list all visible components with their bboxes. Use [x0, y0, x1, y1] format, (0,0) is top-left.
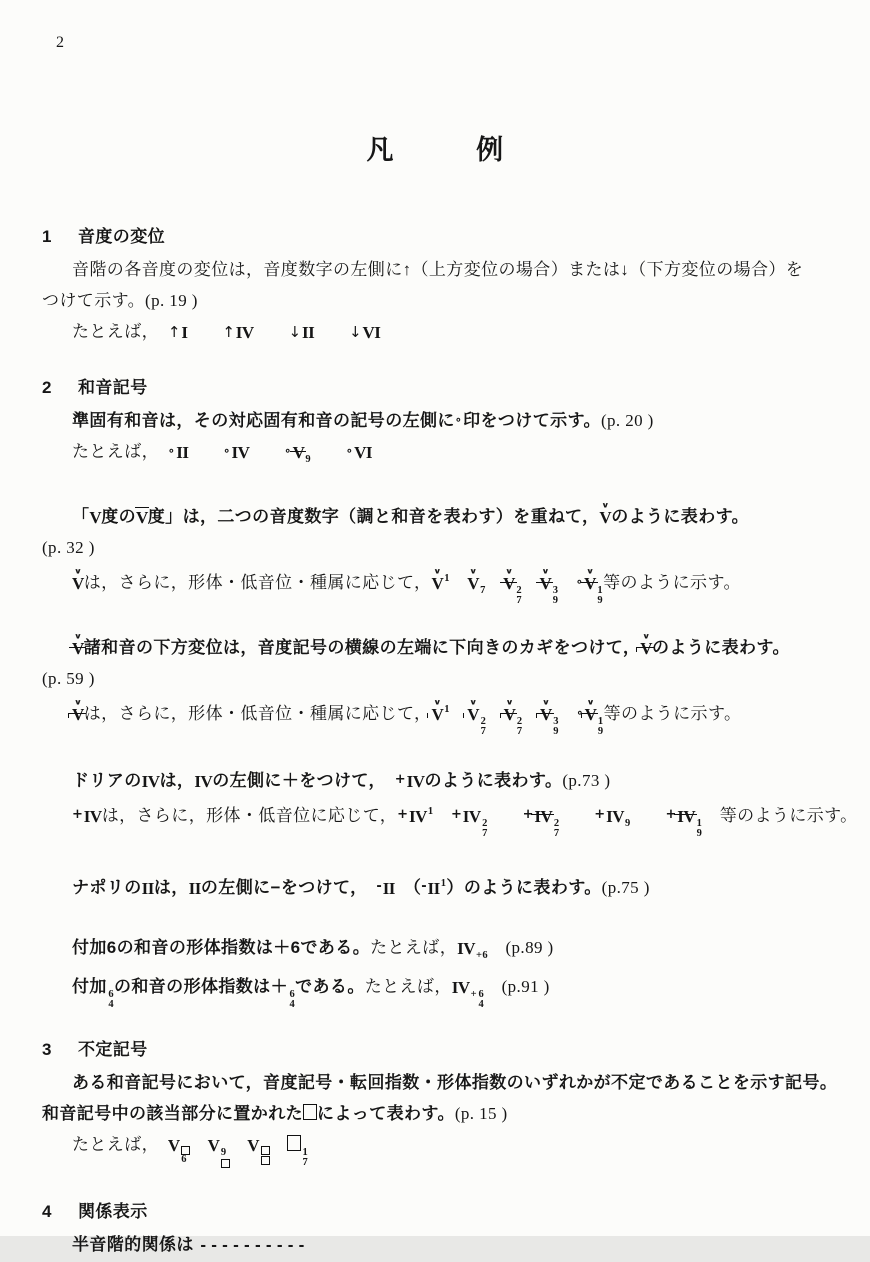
stack-item: 7	[553, 827, 560, 839]
text-run	[190, 1135, 207, 1154]
sign-prefix: +	[522, 806, 534, 822]
paragraph	[42, 1229, 834, 1262]
text-run: (p.73 )	[562, 770, 611, 790]
stack-item: 9	[597, 595, 604, 606]
degree-numeral: II	[382, 878, 395, 898]
text-run	[311, 442, 346, 461]
text-run	[450, 704, 467, 723]
chord-symbol	[640, 632, 652, 663]
text-run: は，さらに，形体・低音位に応じて，	[101, 805, 398, 825]
stack-item: 7	[516, 726, 523, 738]
paragraph	[42, 405, 834, 475]
inversion-index: 1	[444, 573, 450, 584]
text-run: つけて示す。(p. 19 )	[42, 291, 198, 310]
sign-prefix: -	[421, 878, 428, 894]
text-run: たとえば，	[72, 442, 168, 461]
small-v-overlay-icon: ∨	[541, 698, 550, 707]
degree-numeral: II	[188, 878, 201, 898]
degree-numeral: V ∨	[431, 567, 444, 593]
text-run	[254, 322, 289, 341]
degree-numeral: V ∨	[585, 706, 597, 723]
chord-symbol	[599, 501, 611, 532]
stack-item: 2	[553, 817, 560, 829]
chord-symbol	[665, 799, 702, 839]
undetermined-box-icon	[221, 1159, 230, 1168]
small-v-overlay-icon: ∨	[73, 632, 82, 641]
stack-item	[221, 1158, 230, 1168]
degree-numeral: IV	[231, 443, 250, 462]
degree-numeral: V ∨	[431, 706, 443, 723]
undetermined-box-icon	[303, 1104, 317, 1120]
degree-numeral: V	[207, 1136, 220, 1155]
chord-symbol	[72, 698, 84, 729]
text-run: 等のように示す。	[702, 805, 858, 825]
text-run: 「	[72, 507, 90, 526]
chord-symbol	[168, 436, 189, 467]
chord-symbol	[376, 871, 395, 903]
chord-symbol	[303, 1098, 317, 1129]
small-v-overlay-icon: ∨	[585, 567, 595, 576]
chord-symbol	[168, 316, 188, 348]
chord-symbol	[247, 1129, 269, 1166]
section	[42, 222, 834, 348]
chord-symbol	[397, 796, 433, 831]
degree-numeral: V ∨	[504, 706, 516, 723]
text-run: （	[394, 877, 422, 897]
text-run: 印をつけて示す。	[463, 411, 601, 430]
section-title: 音度の変位	[78, 227, 165, 246]
section-heading	[42, 373, 834, 398]
small-v-overlay-icon: ∨	[601, 501, 610, 510]
quasi-proper-circle-icon: ∘	[223, 445, 231, 457]
degree-numeral: IV	[235, 323, 254, 342]
stack-item: 2	[482, 817, 488, 829]
degree-numeral: V ∨	[72, 706, 84, 723]
text-run: のように表わす。	[652, 638, 790, 658]
sign-prefix: +	[450, 806, 463, 822]
degree-numeral: V ∨	[599, 501, 612, 527]
degree-numeral: IV	[194, 771, 213, 791]
chord-symbol	[208, 1129, 230, 1168]
section	[42, 1035, 838, 1168]
inversion-index: 1	[427, 805, 434, 817]
degree-numeral: V	[247, 1136, 260, 1155]
stack-item: 9	[597, 726, 604, 738]
degree-numeral: V ∨	[72, 632, 84, 659]
quasi-proper-circle-icon: ∘	[454, 414, 463, 426]
quasi-proper-circle-icon: ∘	[284, 445, 292, 457]
stack-item: 1	[696, 817, 703, 829]
figure-stack	[221, 1148, 230, 1168]
text-run	[631, 806, 666, 825]
chord-symbol	[576, 567, 603, 606]
form-index: 7	[480, 585, 486, 596]
degree-numeral: IV	[451, 977, 470, 997]
degree-numeral: IV	[406, 771, 425, 791]
degree-numeral: IV	[83, 806, 102, 826]
sign-prefix: +	[72, 806, 84, 822]
form-index: 9	[624, 817, 631, 829]
small-v-overlay-icon: ∨	[469, 567, 478, 576]
text-run: たとえば，	[370, 937, 458, 957]
section-title: 不定記号	[78, 1040, 148, 1059]
chord-symbol	[223, 436, 249, 467]
chord-symbol	[168, 1129, 190, 1166]
stack-item: 1	[597, 716, 604, 728]
text-run: (p.89 )	[488, 937, 554, 957]
degree-numeral: V ∨	[503, 567, 515, 593]
down-hook-icon	[536, 713, 537, 718]
text-run: ドリアの	[72, 770, 142, 790]
degree-numeral: IV	[677, 806, 696, 826]
paragraph	[42, 254, 834, 348]
text-line	[72, 632, 834, 663]
text-run	[559, 704, 576, 723]
text-run	[314, 322, 349, 341]
text-run: の左側に−をつけて，	[200, 877, 377, 897]
text-line	[72, 501, 834, 532]
text-run: (p. 59 )	[42, 669, 95, 689]
sign-prefix: +	[394, 771, 407, 787]
small-v-overlay-icon: ∨	[541, 567, 550, 576]
text-run	[434, 806, 451, 825]
small-v-overlay-icon: ∨	[469, 698, 478, 707]
chord-symbol	[467, 698, 486, 737]
text-line	[72, 563, 834, 606]
chord-symbol	[503, 567, 522, 606]
quasi-proper-circle-icon: ∘	[576, 707, 584, 720]
stack-item: 4	[289, 998, 296, 1010]
degree-numeral: V	[89, 508, 102, 527]
chord-symbol	[451, 799, 488, 839]
text-line	[72, 436, 834, 475]
text-run: によって表わす。	[317, 1104, 455, 1123]
chord-symbol	[539, 567, 558, 606]
degree-numeral: V ∨	[540, 706, 552, 723]
degree-numeral: V ∨	[584, 567, 596, 593]
text-run: たとえば，	[72, 1135, 168, 1154]
text-run: (p. 32 )	[42, 538, 95, 557]
sign-prefix: +	[665, 806, 677, 822]
page-title: 凡 例	[366, 135, 504, 165]
stack-item: 1	[597, 585, 604, 596]
degree-numeral: IV	[606, 806, 624, 826]
text-run: は，	[153, 877, 189, 897]
text-run: は，さらに，形体・低音位・種属に応じて，	[83, 704, 432, 724]
stack-item: 6	[478, 988, 485, 1000]
form-index: 9	[305, 454, 311, 465]
degree-numeral: II	[176, 443, 189, 462]
chord-symbol	[346, 436, 372, 467]
small-v-overlay-icon: ∨	[505, 698, 514, 707]
down-hook-icon	[463, 713, 464, 718]
degree-numeral: II	[141, 878, 154, 898]
text-run: (p. 20 )	[600, 411, 654, 430]
down-hook-icon	[581, 713, 582, 718]
text-line	[72, 1229, 834, 1262]
stack-item: 7	[480, 726, 487, 738]
degree-numeral: V ∨	[72, 567, 84, 593]
chord-symbol	[431, 694, 449, 729]
inversion-index: 1	[440, 877, 447, 889]
text-line	[72, 1067, 838, 1098]
degree-numeral: V ∨	[467, 567, 480, 593]
chord-symbol	[431, 563, 449, 598]
chord-symbol	[576, 698, 603, 737]
chord-symbol	[189, 872, 201, 903]
text-run: 準固有和音は，その対応固有和音の記号の左側に	[72, 411, 455, 430]
quasi-proper-circle-icon: ∘	[167, 445, 176, 457]
down-hook-icon	[500, 713, 501, 718]
stack-item: 9	[696, 827, 703, 839]
chord-symbol	[284, 436, 311, 475]
figure-stack	[181, 1146, 190, 1166]
chord-symbol	[455, 405, 463, 436]
section-heading	[42, 1035, 834, 1060]
stack-item: 4	[108, 998, 114, 1010]
degree-numeral: IV	[457, 938, 476, 958]
undetermined-box-icon	[287, 1135, 301, 1151]
chord-symbol	[72, 632, 84, 663]
chord-symbol	[142, 872, 154, 903]
small-v-overlay-icon: ∨	[73, 698, 82, 707]
text-run: 付加6の和音の形体指数は＋6である。	[72, 937, 371, 957]
section-number: 3	[42, 1040, 52, 1059]
degree-numeral: V	[136, 508, 148, 527]
text-line	[42, 663, 834, 694]
section-heading	[42, 222, 834, 247]
section-title: 和音記号	[78, 378, 148, 397]
text-run	[559, 806, 594, 825]
paragraph	[42, 764, 858, 839]
alteration-arrow-icon: ↑	[167, 323, 181, 341]
text-line	[42, 532, 834, 563]
text-run: ナポリの	[72, 877, 142, 897]
text-line	[72, 1129, 834, 1168]
stack-item: 7	[516, 595, 523, 606]
sign-prefix: -	[376, 878, 383, 894]
text-run	[230, 1135, 247, 1154]
quasi-proper-circle-icon: ∘	[575, 576, 584, 588]
dashed-line: ----------	[198, 1238, 309, 1255]
text-run: 音階の各音度の変位は，音度数字の左側に↑（上方変位の場合）または↓（下方変位の場合）を	[72, 260, 804, 279]
chord-symbol	[72, 799, 102, 831]
stack-item: 3	[553, 716, 559, 728]
chord-symbol	[523, 799, 560, 839]
section-number: 4	[42, 1202, 52, 1222]
down-hook-icon	[68, 713, 69, 718]
text-run: ある和音記号において，音度記号・転回指数・形体指数のいずれかが不定であることを示す記号。	[72, 1073, 838, 1092]
alteration-arrow-icon: ↓	[288, 323, 302, 341]
degree-numeral: VI	[354, 443, 373, 462]
figure-stack	[302, 1148, 308, 1168]
text-run: 付加	[72, 976, 107, 996]
sign-prefix: +	[594, 806, 606, 822]
text-line	[42, 285, 834, 316]
stack-item: 2	[516, 716, 523, 728]
text-run: 等のように示す。	[603, 704, 742, 724]
page-number: 2	[56, 34, 65, 51]
chord-symbol	[194, 765, 212, 796]
chord-symbol	[72, 567, 84, 598]
small-v-overlay-icon: ∨	[586, 698, 595, 707]
degree-numeral: IV	[408, 806, 427, 826]
sign-prefix: +	[397, 806, 409, 822]
stack-item: 6	[289, 988, 296, 1000]
stack-item: 7	[302, 1157, 309, 1168]
text-run: のように表わす。	[424, 770, 563, 790]
small-v-overlay-icon: ∨	[73, 567, 82, 576]
text-line	[72, 254, 834, 285]
stack-item: 4	[478, 998, 485, 1010]
text-line	[72, 796, 858, 839]
text-run	[270, 1135, 287, 1154]
chord-symbol	[594, 799, 630, 839]
undetermined-box-icon	[261, 1146, 270, 1155]
text-run: である。	[295, 976, 365, 996]
stack-item: 1	[302, 1147, 309, 1158]
text-run: (p.91 )	[484, 976, 550, 996]
text-run	[558, 573, 575, 592]
small-v-overlay-icon: ∨	[433, 698, 442, 707]
chord-symbol	[395, 764, 425, 796]
text-run: たとえば，	[364, 976, 452, 996]
degree-numeral: II	[301, 323, 315, 342]
text-run: (p.75 )	[601, 877, 650, 897]
text-run	[249, 442, 284, 461]
degree-numeral: IV	[534, 806, 553, 826]
degree-numeral: V ∨	[539, 567, 552, 593]
text-run: 度の	[101, 507, 136, 526]
chord-symbol	[467, 567, 485, 606]
small-v-overlay-icon: ∨	[433, 567, 442, 576]
section-title: 関係表示	[78, 1202, 148, 1222]
text-run: は，	[159, 770, 195, 790]
stack-item: 9	[553, 726, 559, 738]
text-run: 和音記号中の該当部分に置かれた	[42, 1104, 303, 1123]
degree-numeral: II	[427, 878, 440, 898]
chord-symbol	[540, 698, 559, 737]
chord-symbol	[287, 1129, 308, 1168]
down-hook-icon	[427, 713, 428, 718]
small-v-overlay-icon: ∨	[504, 567, 514, 576]
text-run: は，さらに，形体・低音位・種属に応じて，	[83, 573, 432, 592]
section	[42, 373, 858, 1010]
down-hook-icon	[636, 647, 637, 652]
degree-numeral: V ∨	[467, 706, 479, 723]
chord-symbol	[136, 501, 148, 532]
section-number: 2	[42, 378, 52, 397]
stack-item: 9	[552, 595, 559, 606]
degree-numeral: IV	[462, 806, 481, 826]
text-run	[450, 573, 467, 592]
paragraph	[42, 868, 834, 903]
text-line	[72, 405, 834, 436]
page-content	[42, 222, 858, 1262]
degree-numeral: V	[167, 1136, 180, 1155]
stack-item: 9	[220, 1147, 227, 1158]
text-run: たとえば，	[72, 322, 168, 341]
text-line	[72, 764, 834, 796]
text-run: 度」は，二つの音度数字（調と和音を表わす）を重ねて，	[147, 507, 600, 526]
chord-symbol	[349, 316, 380, 348]
text-run: のように表わす。	[611, 507, 750, 526]
text-run: 等のように示す。	[603, 573, 741, 592]
degree-numeral: V ∨	[640, 640, 652, 657]
stack-item: 2	[516, 585, 523, 596]
alteration-arrow-icon: ↑	[222, 323, 236, 341]
inversion-index: 1	[444, 704, 450, 716]
stack-item: 6	[181, 1154, 187, 1166]
figure-stack	[261, 1146, 270, 1166]
quasi-proper-circle-icon: ∘	[345, 445, 354, 457]
stack-item	[261, 1156, 270, 1166]
text-run	[188, 322, 223, 341]
plus-sign: +	[470, 988, 478, 1000]
degree-numeral: I	[181, 323, 188, 342]
text-run	[488, 806, 523, 825]
stack-item: 2	[480, 716, 487, 728]
text-run: 諸和音の下方変位は，音度記号の横線の左端に下向きのカギをつけて，	[83, 638, 641, 658]
form-index: +6	[476, 949, 489, 961]
paragraph	[42, 632, 834, 737]
text-run	[188, 442, 223, 461]
stack-item	[261, 1146, 270, 1156]
paragraph	[42, 501, 834, 606]
text-line	[42, 1098, 834, 1129]
undetermined-box-icon	[261, 1156, 270, 1165]
section-number: 1	[42, 227, 52, 246]
chord-symbol	[504, 698, 523, 737]
chord-symbol	[142, 765, 160, 796]
paragraph	[42, 1067, 838, 1168]
section-heading	[42, 1197, 834, 1222]
degree-numeral: IV	[141, 771, 160, 791]
chord-symbol	[421, 868, 446, 903]
paragraph	[42, 932, 834, 1010]
chord-symbol	[289, 316, 315, 348]
text-run: の左側に＋をつけて，	[212, 770, 395, 790]
stack-item: 7	[482, 827, 488, 839]
stack-item: 6	[108, 988, 114, 1000]
text-line	[72, 694, 834, 737]
stack-item: 3	[552, 585, 559, 596]
text-run: の和音の形体指数は＋	[113, 976, 288, 996]
text-run: ）のように表わす。	[446, 877, 602, 897]
degree-numeral: VI	[362, 323, 381, 342]
text-line	[72, 971, 834, 1010]
chord-symbol	[89, 501, 101, 532]
text-line	[72, 868, 834, 903]
degree-numeral: V	[292, 443, 305, 462]
small-v-overlay-icon: ∨	[642, 632, 651, 641]
text-line	[72, 932, 834, 971]
chord-symbol	[457, 932, 488, 971]
text-line	[72, 316, 834, 348]
chord-symbol	[222, 316, 253, 348]
text-run: 半音階的関係は	[72, 1235, 199, 1255]
alteration-arrow-icon: ↓	[349, 323, 362, 341]
text-run: (p. 15 )	[454, 1104, 508, 1123]
section	[42, 1197, 834, 1262]
chord-symbol	[452, 971, 484, 1010]
